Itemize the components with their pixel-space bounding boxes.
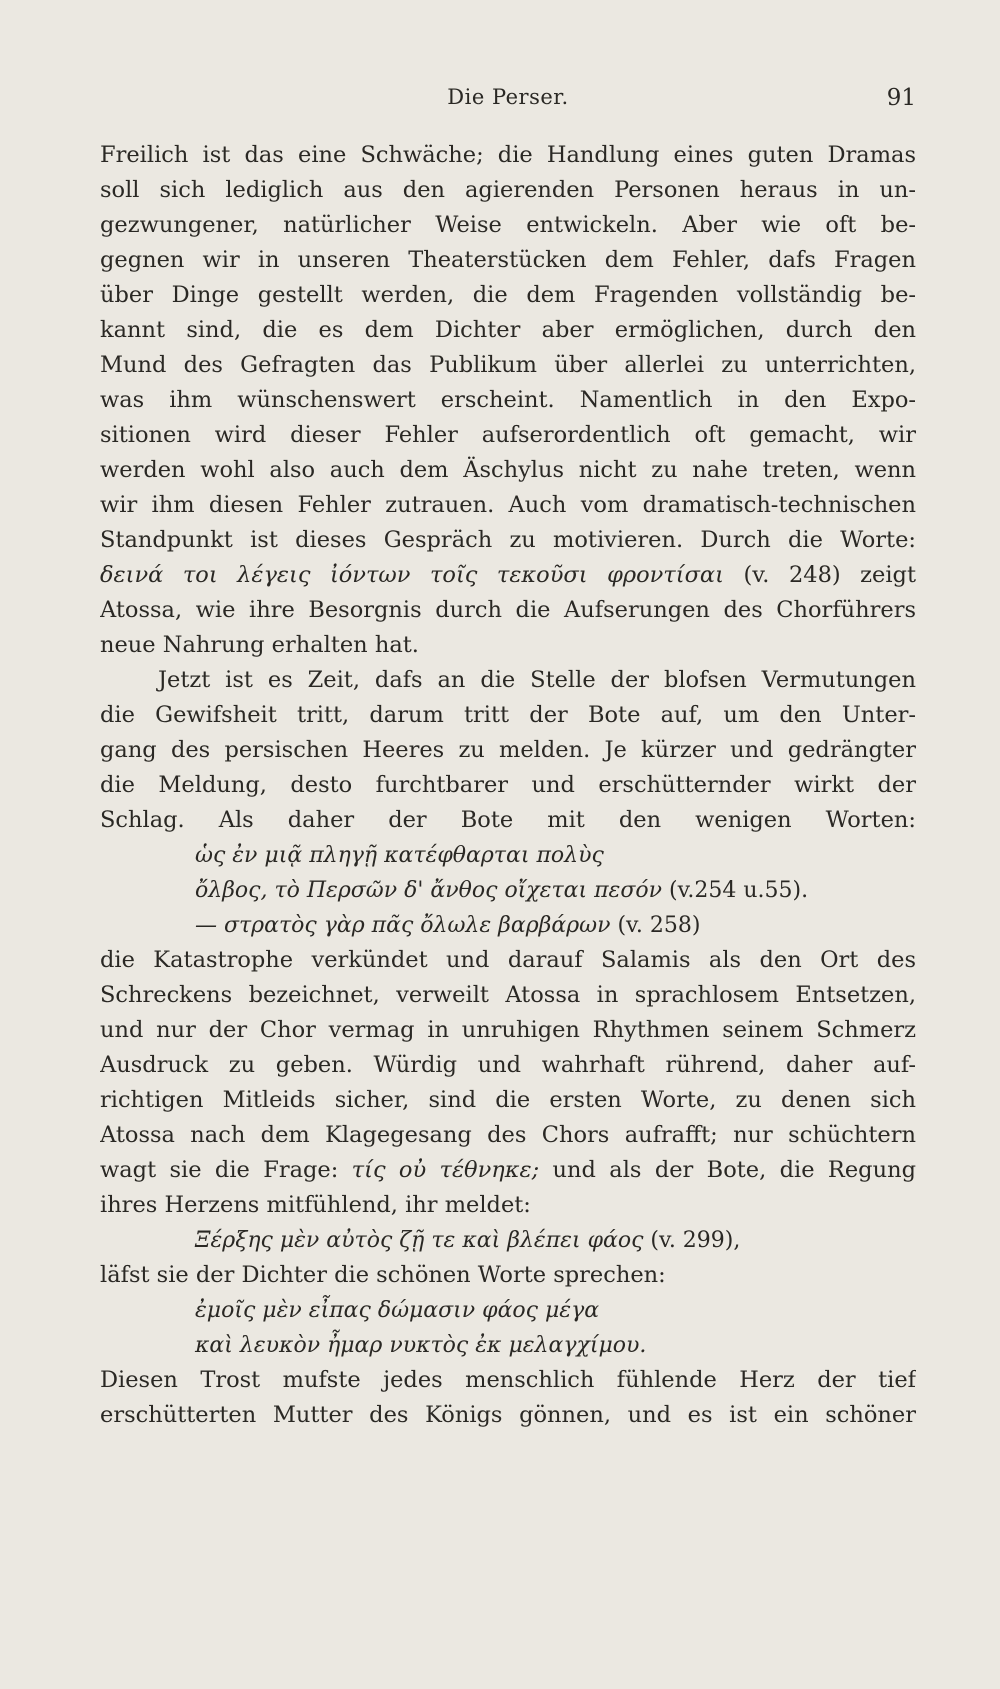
text-line: und nur der Chor vermag in unruhigen Rhythmen seinem Schmerz bbox=[100, 1017, 916, 1043]
text-line: über Dinge gestellt werden, die dem Fragenden vollständig be- bbox=[100, 282, 916, 308]
text-line: Diesen Trost mufste jedes menschlich fühlende Herz der tief bbox=[100, 1367, 916, 1393]
text-line: gang des persischen Heeres zu melden. Je kürzer und gedrängter bbox=[100, 737, 916, 763]
verse-reference: (v. 258) bbox=[617, 913, 701, 938]
text-line: ihres Herzens mitfühlend, ihr meldet: bbox=[100, 1192, 531, 1218]
text-line: gegnen wir in unseren Theaterstücken dem Fehler, dafs Fragen bbox=[100, 247, 916, 273]
text-line: Atossa, wie ihre Besorgnis durch die Aufserungen des Chorführers bbox=[100, 597, 916, 623]
verse-line: καὶ λευκὸν ἦμαρ νυκτὸς ἐκ μελαγχίμου. bbox=[195, 1333, 647, 1358]
verse-line bbox=[100, 873, 916, 908]
text-line: soll sich lediglich aus den agierenden Personen heraus in un- bbox=[100, 177, 916, 203]
text-line: werden wohl also auch dem Äschylus nicht zu nahe treten, wenn bbox=[100, 457, 916, 483]
verse-reference: (v.254 u.55). bbox=[669, 878, 809, 903]
verse-reference: (v. 248) zeigt bbox=[743, 562, 916, 588]
greek-verse: ὄλβος, τὸ Περσῶν δ' ἄνθος οἴχεται πεσόν bbox=[195, 878, 662, 903]
text-line: Ausdruck zu geben. Würdig und wahrhaft rührend, daher auf- bbox=[100, 1052, 916, 1078]
text-line: kannt sind, die es dem Dichter aber ermöglichen, durch den bbox=[100, 317, 916, 343]
text-line: Standpunkt ist dieses Gespräch zu motivieren. Durch die Worte: bbox=[100, 527, 916, 553]
verse-line bbox=[100, 838, 916, 873]
text-line: richtigen Mitleids sicher, sind die ersten Worte, zu denen sich bbox=[100, 1087, 916, 1113]
verse-line bbox=[100, 1223, 916, 1258]
greek-verse: Ξέρξης μὲν αὐτὸς ζῇ τε καὶ βλέπει φάος bbox=[195, 1228, 644, 1253]
greek-quote: τίς οὐ τέθνηκε; bbox=[351, 1157, 540, 1183]
body-text bbox=[100, 138, 916, 1433]
text-line: die Katastrophe verkündet und darauf Salamis als den Ort des bbox=[100, 947, 916, 973]
verse-line: ἐμοῖς μὲν εἶπας δώμασιν φάος μέγα bbox=[195, 1298, 600, 1323]
text-line: Freilich ist das eine Schwäche; die Handlung eines guten Dramas bbox=[100, 142, 916, 168]
text-line: die Meldung, desto furchtbarer und erschütternder wirkt der bbox=[100, 772, 916, 798]
running-title: Die Perser. bbox=[447, 85, 569, 109]
greek-verse: — στρατὸς γὰρ πᾶς ὄλωλε βαρβάρων bbox=[195, 913, 611, 938]
verse-line bbox=[100, 908, 916, 943]
text-line: gezwungener, natürlicher Weise entwickeln. Aber wie oft be- bbox=[100, 212, 916, 238]
text-line: Schreckens bezeichnet, verweilt Atossa in sprachlosem Entsetzen, bbox=[100, 982, 916, 1008]
text-line: erschütterten Mutter des Königs gönnen, und es ist ein schöner bbox=[100, 1402, 916, 1428]
text-line: wir ihm diesen Fehler zutrauen. Auch vom dramatisch-technischen bbox=[100, 492, 916, 518]
text-segment: wagt sie die Frage: bbox=[100, 1157, 339, 1183]
page-number: 91 bbox=[886, 85, 916, 111]
text-line: neue Nahrung erhalten hat. bbox=[100, 632, 419, 658]
text-line: Jetzt ist es Zeit, dafs an die Stelle der blofsen Vermutungen bbox=[158, 667, 916, 693]
text-line: Atossa nach dem Klagegesang des Chors aufrafft; nur schüchtern bbox=[100, 1122, 916, 1148]
text-line: Schlag. Als daher der Bote mit den wenigen Worten: bbox=[100, 807, 916, 833]
text-line: Mund des Gefragten das Publikum über allerlei zu unterrichten, bbox=[100, 352, 916, 378]
greek-verse: ὡς ἐν μιᾷ πληγῇ κατέφθαρται πολὺς bbox=[195, 843, 604, 868]
text-line: was ihm wünschenswert erscheint. Namentlich in den Expo- bbox=[100, 387, 916, 413]
text-line-greek-quote bbox=[100, 1153, 916, 1188]
text-line: läfst sie der Dichter die schönen Worte sprechen: bbox=[100, 1262, 666, 1288]
greek-quote: δεινά τοι λέγεις ἰόντων τοῖς τεκοῦσι φροντίσαι bbox=[100, 562, 724, 588]
running-head bbox=[100, 85, 916, 115]
text-line: die Gewifsheit tritt, darum tritt der Bote auf, um den Unter- bbox=[100, 702, 916, 728]
text-segment: und als der Bote, die Regung bbox=[552, 1157, 916, 1183]
verse-reference: (v. 299), bbox=[650, 1228, 741, 1253]
text-line-greek-quote bbox=[100, 558, 916, 593]
text-line: sitionen wird dieser Fehler aufserordentlich oft gemacht, wir bbox=[100, 422, 916, 448]
